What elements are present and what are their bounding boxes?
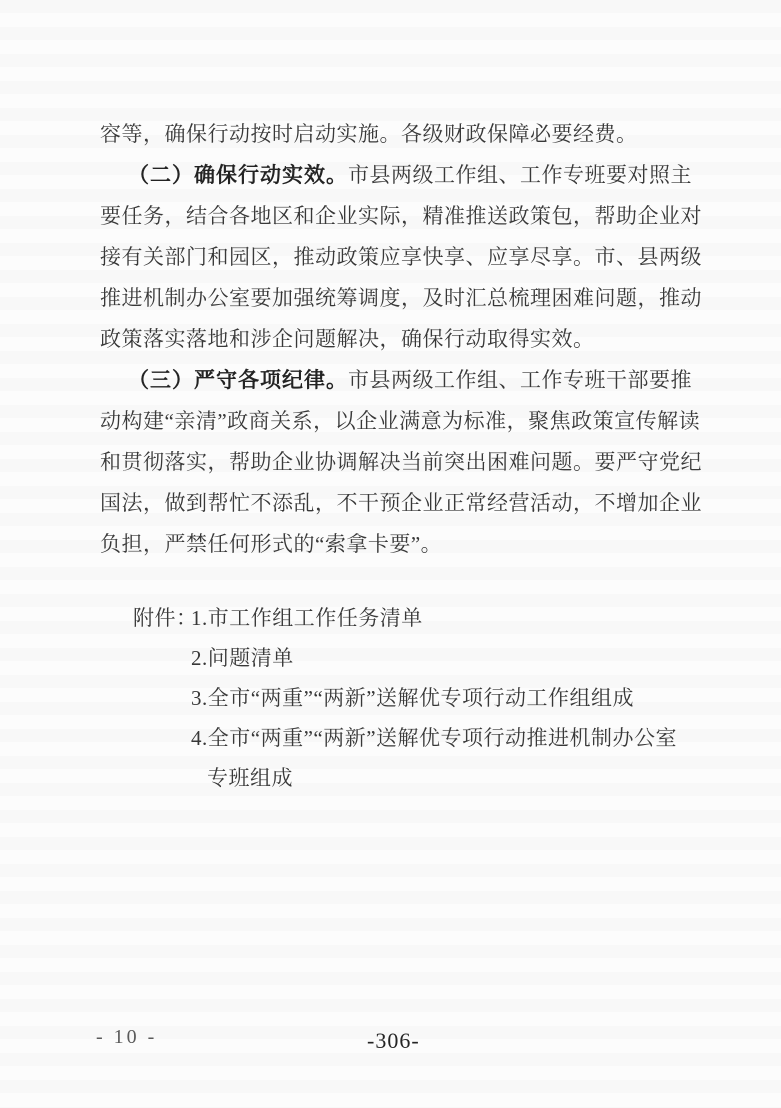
attachment-item-text: 2.问题清单 [191, 646, 294, 670]
body-line [100, 360, 700, 401]
body-line [100, 114, 700, 155]
attachment-item-text: 1.市工作组工作任务清单 [191, 606, 423, 630]
document-body [100, 114, 700, 565]
section-heading-2: （二）确保行动实效。 [128, 163, 348, 187]
body-line-text: 市县两级工作组、工作专班要对照主 [348, 163, 692, 187]
body-line [100, 237, 700, 278]
body-line-text: 国法，做到帮忙不添乱，不干预企业正常经营活动，不增加企业 [100, 491, 702, 515]
body-line [100, 401, 700, 442]
body-line [100, 278, 700, 319]
attachment-item-4-continuation [133, 758, 713, 798]
attachment-item-3 [133, 678, 713, 718]
page-number-book: - 10 - [96, 1026, 158, 1048]
body-line [100, 483, 700, 524]
body-line-text: 推进机制办公室要加强统筹调度，及时汇总梳理困难问题，推动 [100, 286, 702, 310]
body-line [100, 442, 700, 483]
attachment-item-2 [133, 638, 713, 678]
attachment-item-4 [133, 718, 713, 758]
body-line [100, 319, 700, 360]
body-line [100, 196, 700, 237]
body-line-text: 容等，确保行动按时启动实施。各级财政保障必要经费。 [100, 122, 638, 146]
attachment-label: 附件： [133, 606, 198, 630]
body-line-text: 动构建“亲清”政商关系，以企业满意为标准，聚焦政策宣传解读 [100, 409, 701, 433]
body-line-text: 负担，严禁任何形式的“索拿卡要”。 [100, 532, 443, 556]
body-line [100, 524, 700, 565]
attachment-item-text: 专班组成 [207, 766, 293, 790]
body-line-text: 要任务，结合各地区和企业实际，精准推送政策包，帮助企业对 [100, 204, 702, 228]
attachment-item-text: 4.全市“两重”“两新”送解优专项行动推进机制办公室 [191, 726, 678, 750]
body-line-text: 接有关部门和园区，推动政策应享快享、应享尽享。市、县两级 [100, 245, 702, 269]
page-number-document: -306- [367, 1028, 420, 1053]
body-line-text: 政策落实落地和涉企问题解决，确保行动取得实效。 [100, 327, 595, 351]
attachment-item-text: 3.全市“两重”“两新”送解优专项行动工作组组成 [191, 686, 635, 710]
body-line [100, 155, 700, 196]
body-line-text: 市县两级工作组、工作专班干部要推 [348, 368, 692, 392]
section-heading-3: （三）严守各项纪律。 [128, 368, 348, 392]
attachment-list [133, 598, 713, 798]
attachment-item-1 [133, 598, 713, 638]
body-line-text: 和贯彻落实，帮助企业协调解决当前突出困难问题。要严守党纪 [100, 450, 702, 474]
